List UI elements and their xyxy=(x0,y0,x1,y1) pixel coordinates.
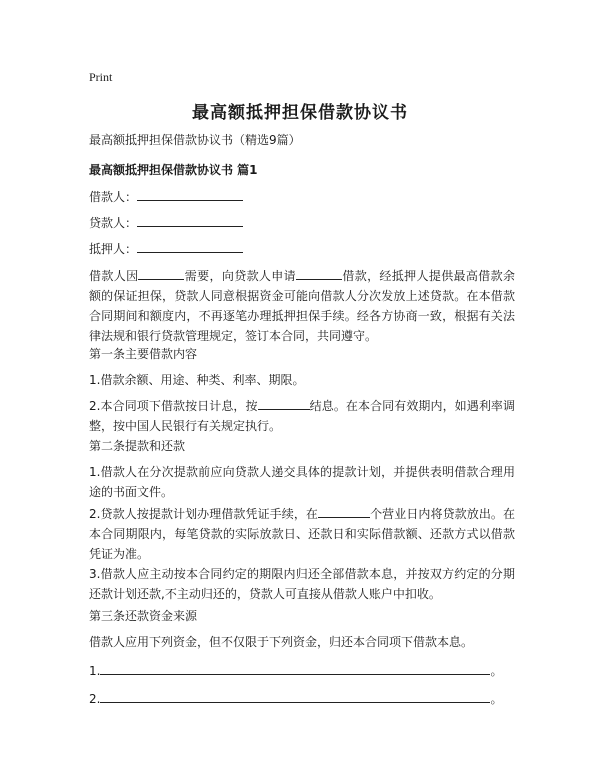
intro-text-1: 借款人因 xyxy=(89,269,139,283)
intro-blank-1 xyxy=(138,267,184,280)
borrower-blank xyxy=(137,186,243,201)
mortgagor-label: 抵押人： xyxy=(89,242,138,256)
lender-label: 贷款人： xyxy=(89,216,138,230)
mortgagor-field xyxy=(89,238,515,259)
article-2-item-1: 1.借款人在分次提款前应向贷款人递交具体的提款计划，并提供表明借款合理用途的书面文件。 xyxy=(89,465,515,499)
intro-text-2: 需要，向贷款人申请 xyxy=(184,269,296,283)
article-3-heading: 第三条还款资金来源 xyxy=(89,609,198,623)
article-2-item-2-text-a: 2.贷款人按提款计划办理借款凭证手续，在 xyxy=(89,507,319,521)
article-3-item-1-blank xyxy=(100,660,490,675)
article-3-item-2-end: 。 xyxy=(490,692,503,706)
article-1-item-2-blank xyxy=(258,397,310,410)
article-1-heading: 第一条主要借款内容 xyxy=(89,347,198,361)
article-2-heading: 第二条提款和还款 xyxy=(89,439,186,453)
article-3-item-1 xyxy=(89,660,515,681)
article-1-item-2 xyxy=(89,396,515,436)
article-1-item-2-text-b: 结息。在本合同有效期内，如遇利率调整，按中国人民银行有关规定执行。 xyxy=(89,399,515,433)
article-2-item-3: 3.借款人应主动按本合同约定的期限内归还全部借款本息，并按双方约定的分期还款计划还款,不主动归还的，贷款人可直接从借款人账户中扣收。 xyxy=(89,567,515,601)
section-heading: 最高额抵押担保借款协议书 篇1 xyxy=(89,163,258,177)
article-2-item-2-blank xyxy=(318,505,370,518)
intro-text-3: 借款，经抵押人提供最高借款余额的保证担保，贷款人同意根据资金可能向借款人分次发放上述贷款。在本借款合同期间和额度内，不再逐笔办理抵押担保手续。经各方协商一致，根据有关法律法规和银行贷款管理规定，签订本合同，共同遵守。 xyxy=(89,269,515,343)
print-link[interactable]: Print xyxy=(89,70,113,84)
mortgagor-blank xyxy=(137,238,243,253)
article-3-item-2-number: 2. xyxy=(89,692,101,706)
article-3-item-1-end: 。 xyxy=(490,664,503,678)
lender-blank xyxy=(137,212,243,227)
borrower-label: 借款人： xyxy=(89,190,138,204)
lender-field xyxy=(89,212,515,233)
article-2-item-2 xyxy=(89,504,515,564)
article-1-item-1: 1.借款余额、用途、种类、利率、期限。 xyxy=(89,373,305,387)
article-3-item-2 xyxy=(89,688,515,709)
article-3-item-2-blank xyxy=(100,688,490,703)
article-1-item-2-text-a: 2.本合同项下借款按日计息，按 xyxy=(89,399,258,413)
article-3-intro: 借款人应用下列资金，但不仅限于下列资金，归还本合同项下借款本息。 xyxy=(89,635,474,649)
article-2-item-2-text-b: 个营业日内将贷款放出。在本合同期限内，每笔贷款的实际放款日、还款日和实际借款额、还款方式以借款凭证为准。 xyxy=(89,507,515,561)
intro-blank-2 xyxy=(296,267,342,280)
document-title: 最高额抵押担保借款协议书 xyxy=(192,103,408,123)
borrower-field xyxy=(89,186,515,207)
intro-paragraph xyxy=(89,266,515,346)
document-subtitle: 最高额抵押担保借款协议书（精选9篇） xyxy=(89,133,301,147)
article-3-item-1-number: 1. xyxy=(89,664,101,678)
